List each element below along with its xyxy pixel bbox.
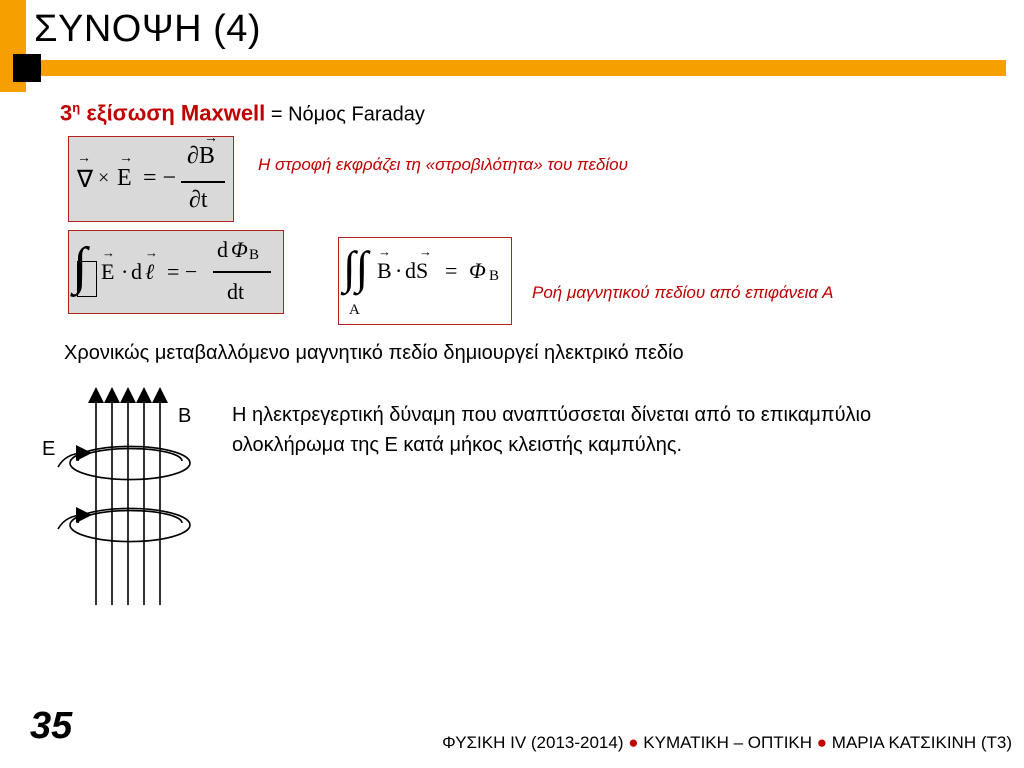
section-heading xyxy=(60,100,425,126)
electric-field-loops xyxy=(58,446,190,541)
times-symbol: × xyxy=(98,167,110,189)
ds-symbol: dS xyxy=(405,258,429,283)
fraction-denominator: ∂t xyxy=(189,187,208,213)
integral-subscript: A xyxy=(349,302,360,318)
double-integral-sign: ∫∫ xyxy=(343,242,369,293)
equals-symbol: = xyxy=(445,258,458,283)
numerator-d: d xyxy=(217,237,228,262)
vector-arrow: → xyxy=(119,151,133,166)
heading-rest: = Νόμος Faraday xyxy=(265,103,425,126)
dot-symbol: · xyxy=(395,258,403,283)
heading-number: 3 xyxy=(60,100,73,126)
vector-arrow: → xyxy=(77,151,91,166)
footer-bullet: ● xyxy=(816,733,828,752)
fraction-bar xyxy=(213,271,271,273)
equals-minus: = − xyxy=(143,165,177,191)
heading-bold-part: εξίσωση Maxwell xyxy=(86,100,266,126)
slide-title: ΣΥΝΟΨΗ (4) xyxy=(34,8,262,50)
header-black-square xyxy=(13,54,41,82)
footer-topic: ΚΥΜΑΤΙΚΗ – ΟΠΤΙΚΗ xyxy=(643,733,813,752)
magnetic-field-lines xyxy=(96,395,160,605)
emf-explanation: Η ηλεκτρεγερτική δύναμη που αναπτύσσεται δίνεται από το επικαμπύλιο ολοκλήρωμα της Ε κατά μήκος κλειστής καμπύλης. xyxy=(232,404,872,456)
closed-contour-square xyxy=(77,261,97,297)
equation-flux-box xyxy=(338,237,512,325)
footer-bullet: ● xyxy=(628,733,639,752)
induction-diagram xyxy=(30,385,220,610)
phi-symbol: Φ xyxy=(469,258,486,283)
b-field-symbol: B xyxy=(377,258,392,283)
vector-arrow: → xyxy=(102,245,115,260)
e-field-symbol: E xyxy=(101,259,115,284)
heading-superscript: η xyxy=(72,100,81,115)
fraction-numerator: ∂B xyxy=(187,143,215,169)
diagram-label-b: B xyxy=(178,405,192,427)
equation-curl-box xyxy=(68,131,234,222)
faraday-statement: Χρονικώς μεταβαλλόμενο μαγνητικό πεδίο δημιουργεί ηλεκτρικό πεδίο xyxy=(64,342,684,364)
diagram-label-e: E xyxy=(42,438,56,460)
d-symbol: d xyxy=(131,259,142,284)
numerator-phi: Φ xyxy=(231,237,248,262)
fraction-denominator: dt xyxy=(227,279,245,304)
footer-author: ΜΑΡΙΑ ΚΑΤΣΙΚΙΝΗ (Τ3) xyxy=(831,733,1012,752)
vector-arrow: → xyxy=(145,245,158,260)
header-accent-underline xyxy=(26,60,1006,76)
dot-symbol: · xyxy=(121,259,129,284)
integral-sign: ∫ xyxy=(73,238,88,295)
vector-arrow: → xyxy=(378,244,391,259)
e-loop-lower-front xyxy=(70,525,190,542)
flux-note: Ροή μαγνητικού πεδίου από επιφάνεια Α xyxy=(532,283,834,302)
slide-number: 35 xyxy=(30,705,73,747)
e-field-symbol: E xyxy=(117,165,132,191)
ell-symbol: ℓ xyxy=(145,259,155,284)
phi-subscript: B xyxy=(489,268,500,284)
nabla-symbol: ∇ xyxy=(77,167,94,193)
equation-line-integral-box xyxy=(68,230,284,314)
vector-arrow: → xyxy=(204,131,218,146)
curl-note: Η στροφή εκφράζει τη «στροβιλότητα» του πεδίου xyxy=(258,155,628,174)
footer-course: ΦΥΣΙΚΗ ΙV (2013-2014) xyxy=(442,733,624,752)
footer xyxy=(442,733,1012,753)
vector-arrow: → xyxy=(419,244,432,259)
numerator-subscript: B xyxy=(249,247,260,263)
e-loop-upper-front xyxy=(70,463,190,480)
fraction-bar xyxy=(181,181,225,183)
equals-minus: = − xyxy=(167,259,198,284)
